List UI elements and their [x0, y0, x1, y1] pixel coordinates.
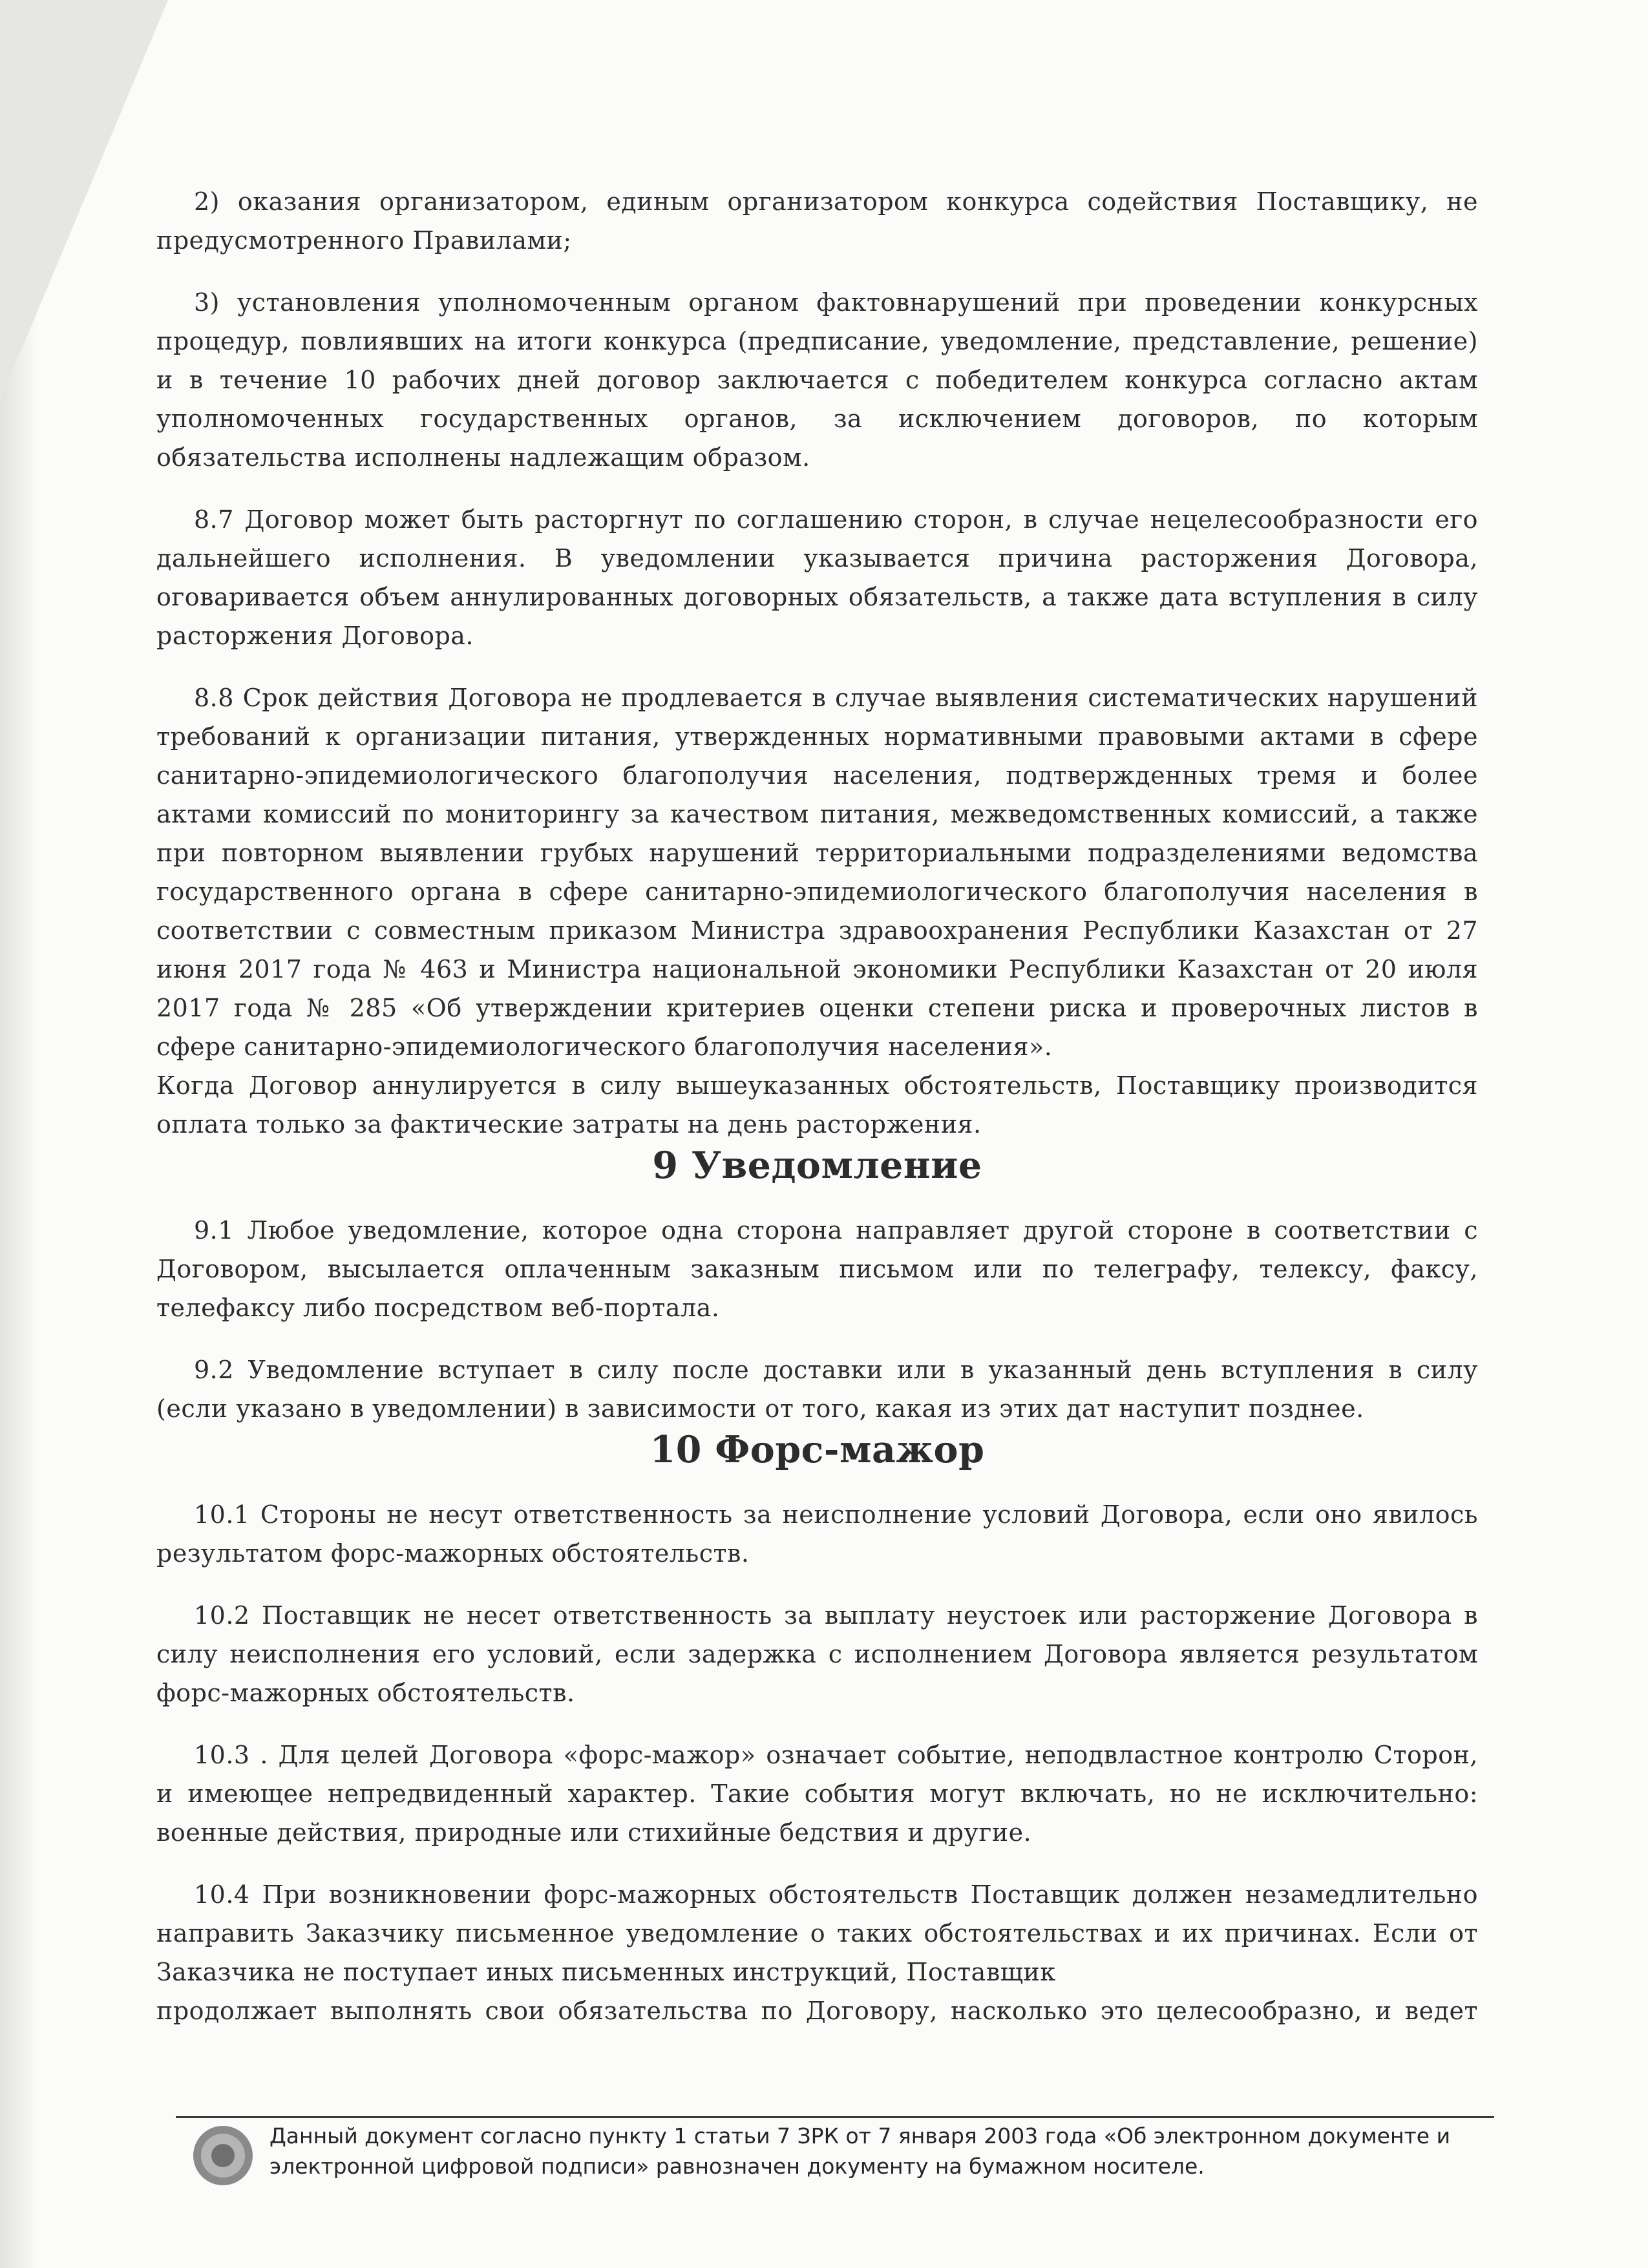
paragraph-10-3: 10.3 . Для целей Договора «форс-мажор» означает событие, неподвластное контролю Сторон, и имеющее непредвиденный характер. Такие события могут включать, но не исключительно: военные действия, природные или стихийные бедствия и другие.: [156, 1741, 1478, 1847]
paragraph-10-2: 10.2 Поставщик не несет ответственность за выплату неустоек или расторжение Договора в силу неисполнения его условий, если задержка с исполнением Договора является результатом форс-мажорных обстоятельств.: [156, 1601, 1478, 1707]
paragraph-annulment-payment: Когда Договор аннулируется в силу вышеуказанных обстоятельств, Поставщику производится оплата только за фактические затраты на день расторжения.: [156, 1071, 1478, 1139]
footer-divider: [176, 2116, 1494, 2118]
footer-note: Данный документ согласно пункту 1 статьи 7 ЗРК от 7 января 2003 года «Об электронном документе и электронной цифровой подписи» равнозначен документу на бумажном носителе.: [269, 2123, 1451, 2179]
paragraph-10-4: 10.4 При возникновении форс-мажорных обстоятельств Поставщик должен незамедлительно направить Заказчику письменное уведомление о таких обстоятельствах и их причинах. Если от Заказчика не поступает иных письменных инструкций, Поставщик: [156, 1880, 1478, 1986]
section-heading-notification: 9 Уведомление: [652, 1144, 982, 1187]
paragraph-9-2: 9.2 Уведомление вступает в силу после доставки или в указанный день вступления в силу (если указано в уведомлении) в зависимости от того, какая из этих дат наступит позднее.: [156, 1356, 1478, 1423]
paragraph-8-7: 8.7 Договор может быть расторгнут по соглашению сторон, в случае нецелесообразности его дальнейшего исполнения. В уведомлении указывается причина расторжения Договора, оговаривается объем аннулированных договорных обязательств, а также дата вступления в силу расторжения Договора.: [156, 505, 1478, 650]
paragraph-10-1: 10.1 Стороны не несут ответственность за неисполнение условий Договора, если оно явилось результатом форс-мажорных обстоятельств.: [156, 1500, 1478, 1568]
section-heading-force-majeure: 10 Форс-мажор: [650, 1428, 985, 1471]
e-document-footer: [191, 2121, 1516, 2188]
paragraph-10-4-continued: продолжает выполнять свои обязательства по Договору, насколько это целесообразно, и ведет: [156, 1997, 1478, 2025]
paragraph-9-1: 9.1 Любое уведомление, которое одна сторона направляет другой стороне в соответствии с Договором, высылается оплаченным заказным письмом или по телеграфу, телексу, факсу, телефаксу либо посредством веб-портала.: [156, 1216, 1478, 1322]
paragraph-clause-2: 2) оказания организатором, единым организатором конкурса содействия Поставщику, не предусмотренного Правилами;: [156, 187, 1478, 255]
folded-corner: [0, 0, 168, 401]
paragraph-clause-3: 3) установления уполномоченным органом фактовнарушений при проведении конкурсных процедур, повлиявших на итоги конкурса (предписание, уведомление, представление, решение) и в течение 10 рабочих дней договор заключается с победителем конкурса согласно актам уполномоченных государственных органов, за исключением договоров, по которым обязательства исполнены надлежащим образом.: [156, 288, 1478, 472]
paragraph-8-8: 8.8 Срок действия Договора не продлевается в случае выявления систематических нарушений требований к организации питания, утвержденных нормативными правовыми актами в сфере санитарно-эпидемиологического благополучия населения, подтвержденных тремя и более актами комиссий по мониторингу за качеством питания, межведомственных комиссий, а также при повторном выявлении грубых нарушений территориальными подразделениями ведомства государственного органа в сфере санитарно-эпидемиологического благополучия населения в соответствии с совместным приказом Министра здравоохранения Республики Казахстан от 27 июня 2017 года № 463 и Министра национальной экономики Республики Казахстан от 20 июля 2017 года № 285 «Об утверждении критериев оценки степени риска и проверочных листов в сфере санитарно-эпидемиологического благополучия населения».: [156, 684, 1478, 1061]
document-body: [156, 182, 1478, 2030]
stamp-icon: [191, 2123, 255, 2188]
